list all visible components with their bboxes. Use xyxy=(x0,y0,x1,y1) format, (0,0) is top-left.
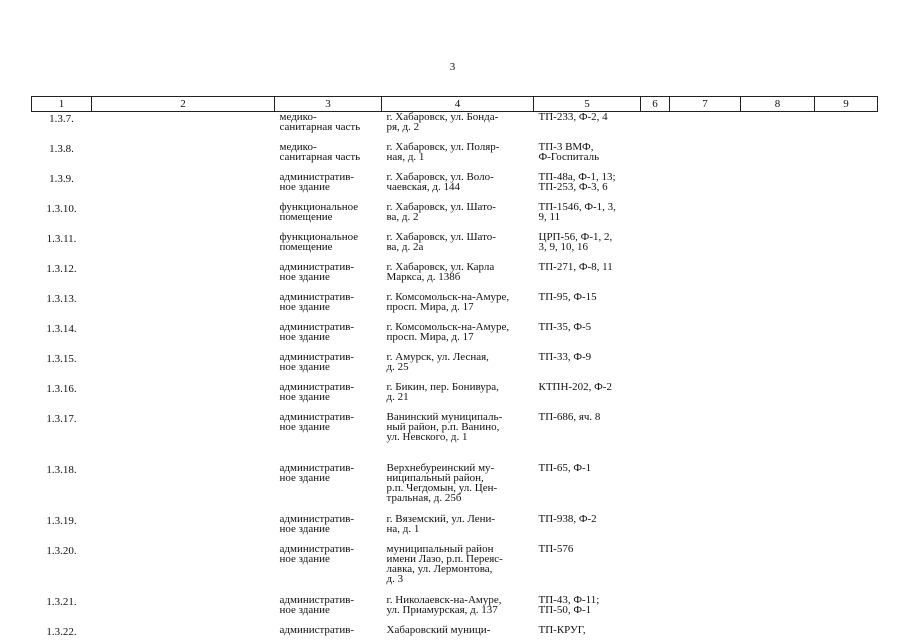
facility-type-line: ное здание xyxy=(279,553,330,565)
facility-type-line: помещение xyxy=(279,211,333,223)
col6-cell xyxy=(641,112,670,143)
header-cell-5: 5 xyxy=(534,97,641,112)
col6-cell xyxy=(641,382,670,412)
power-source-cell xyxy=(534,292,641,322)
facility-type-cell xyxy=(275,232,382,262)
row-number-cell: 1.3.17. xyxy=(46,413,77,425)
facilities-table xyxy=(31,96,878,637)
facility-type-line: административ- xyxy=(279,321,355,333)
facility-type-line: ное здание xyxy=(279,421,330,433)
col9-cell xyxy=(815,322,878,352)
row-number-cell: 1.3.10. xyxy=(46,203,77,215)
power-source-cell xyxy=(534,412,641,463)
col7-cell xyxy=(670,322,741,352)
address-line: лавка, ул. Лермонтова, xyxy=(386,563,493,575)
power-source-cell xyxy=(534,322,641,352)
col6-cell xyxy=(641,463,670,514)
col7-cell xyxy=(670,142,741,172)
power-source-cell xyxy=(534,232,641,262)
power-source-line: ЦРП-56, Ф-1, 2, xyxy=(538,231,613,243)
address-cell xyxy=(382,412,534,463)
col7-cell xyxy=(670,544,741,595)
facility-type-line: помещение xyxy=(279,241,333,253)
facility-type-line: ное здание xyxy=(279,301,330,313)
header-cell-6: 6 xyxy=(641,97,670,112)
name-cell xyxy=(92,172,275,202)
row-number-cell: 1.3.12. xyxy=(46,263,77,275)
name-cell xyxy=(92,463,275,514)
address-line: г. Бикин, пер. Бонивура, xyxy=(386,381,499,393)
name-cell xyxy=(92,262,275,292)
facility-type-cell xyxy=(275,202,382,232)
col8-cell xyxy=(741,463,815,514)
power-source-line: Ф-Госпиталь xyxy=(538,151,600,163)
address-line: г. Николаевск-на-Амуре, xyxy=(386,594,502,606)
address-line: р.п. Чегдомын, ул. Цен- xyxy=(386,482,498,494)
facility-type-cell xyxy=(275,595,382,625)
address-line: ул. Невского, д. 1 xyxy=(386,431,468,443)
address-line: д. 21 xyxy=(386,391,409,403)
facility-type-cell xyxy=(275,322,382,352)
col6-cell xyxy=(641,202,670,232)
col7-cell xyxy=(670,382,741,412)
address-cell xyxy=(382,595,534,625)
table-row xyxy=(32,514,878,544)
address-cell xyxy=(382,382,534,412)
address-line: ва, д. 2а xyxy=(386,241,424,253)
col9-cell xyxy=(815,463,878,514)
col9-cell xyxy=(815,292,878,322)
power-source-cell xyxy=(534,382,641,412)
name-cell xyxy=(92,142,275,172)
col8-cell xyxy=(741,544,815,595)
row-number-cell: 1.3.15. xyxy=(46,353,77,365)
power-source-cell xyxy=(534,544,641,595)
col6-cell xyxy=(641,232,670,262)
power-source-line: ТП-253, Ф-3, 6 xyxy=(538,181,608,193)
name-cell xyxy=(92,625,275,637)
col6-cell xyxy=(641,142,670,172)
facility-type-line: ное здание xyxy=(279,523,330,535)
address-line: г. Комсомольск-на-Амуре, xyxy=(386,321,510,333)
col9-cell xyxy=(815,232,878,262)
address-line: ря, д. 2 xyxy=(386,121,420,133)
facility-type-line: административ- xyxy=(279,171,355,183)
address-line: г. Комсомольск-на-Амуре, xyxy=(386,291,510,303)
col8-cell xyxy=(741,352,815,382)
row-number-cell: 1.3.8. xyxy=(49,143,74,155)
facility-type-line: медико- xyxy=(279,111,317,123)
table-row xyxy=(32,463,878,514)
power-source-line: ТП-686, яч. 8 xyxy=(538,411,601,423)
col9-cell xyxy=(815,352,878,382)
address-line: просп. Мира, д. 17 xyxy=(386,301,474,313)
address-line: г. Амурск, ул. Лесная, xyxy=(386,351,489,363)
address-cell xyxy=(382,463,534,514)
col7-cell xyxy=(670,514,741,544)
col9-cell xyxy=(815,142,878,172)
power-source-line: ТП-48а, Ф-1, 13; xyxy=(538,171,616,183)
address-line: ниципальный район, xyxy=(386,472,484,484)
col7-cell xyxy=(670,202,741,232)
col6-cell xyxy=(641,595,670,625)
col6-cell xyxy=(641,544,670,595)
address-cell xyxy=(382,112,534,143)
row-number-cell: 1.3.18. xyxy=(46,464,77,476)
power-source-cell xyxy=(534,463,641,514)
facility-type-line: административ- xyxy=(279,411,355,423)
facility-type-line: административ- xyxy=(279,291,355,303)
facility-type-cell xyxy=(275,172,382,202)
power-source-line: КТПН-202, Ф-2 xyxy=(538,381,612,393)
col7-cell xyxy=(670,232,741,262)
row-number-cell: 1.3.11. xyxy=(46,233,77,245)
name-cell xyxy=(92,322,275,352)
table-row xyxy=(32,292,878,322)
row-number-cell: 1.3.22. xyxy=(46,626,77,638)
address-cell xyxy=(382,625,534,637)
power-source-line: ТП-50, Ф-1 xyxy=(538,604,592,616)
address-cell xyxy=(382,172,534,202)
address-cell xyxy=(382,232,534,262)
address-cell xyxy=(382,514,534,544)
header-cell-8: 8 xyxy=(741,97,815,112)
power-source-line: ТП-65, Ф-1 xyxy=(538,462,592,474)
facility-type-line: административ- xyxy=(279,543,355,555)
name-cell xyxy=(92,544,275,595)
facility-type-cell xyxy=(275,412,382,463)
address-line: г. Хабаровск, ул. Поляр- xyxy=(386,141,500,153)
row-number-cell: 1.3.20. xyxy=(46,545,77,557)
page-number: 3 xyxy=(449,61,456,73)
table-row xyxy=(32,595,878,625)
facility-type-line: административ- xyxy=(279,381,355,393)
facility-type-line: ное здание xyxy=(279,391,330,403)
row-number-cell: 1.3.13. xyxy=(46,293,77,305)
address-line: муниципальный район xyxy=(386,543,494,555)
power-source-cell xyxy=(534,172,641,202)
power-source-cell xyxy=(534,112,641,143)
address-cell xyxy=(382,262,534,292)
power-source-line: ТП-233, Ф-2, 4 xyxy=(538,111,608,123)
address-cell xyxy=(382,322,534,352)
address-line: ная, д. 1 xyxy=(386,151,425,163)
header-cell-2: 2 xyxy=(92,97,275,112)
col7-cell xyxy=(670,352,741,382)
table-row xyxy=(32,412,878,463)
facility-type-line: функциональное xyxy=(279,231,359,243)
power-source-cell xyxy=(534,202,641,232)
power-source-line: ТП-95, Ф-15 xyxy=(538,291,597,303)
col8-cell xyxy=(741,142,815,172)
power-source-line: ТП-576 xyxy=(538,543,574,555)
name-cell xyxy=(92,595,275,625)
header-cell-3: 3 xyxy=(275,97,382,112)
col6-cell xyxy=(641,352,670,382)
address-line: Верхнебуреинский му- xyxy=(386,462,495,474)
address-line: имени Лазо, р.п. Переяс- xyxy=(386,553,503,565)
name-cell xyxy=(92,292,275,322)
address-line: Хабаровский муници- xyxy=(386,624,491,636)
col8-cell xyxy=(741,112,815,143)
row-number-cell: 1.3.9. xyxy=(49,173,74,185)
facility-type-cell xyxy=(275,463,382,514)
facility-type-cell xyxy=(275,352,382,382)
col6-cell xyxy=(641,412,670,463)
power-source-line: ТП-43, Ф-11; xyxy=(538,594,600,606)
address-line: просп. Мира, д. 17 xyxy=(386,331,474,343)
facility-type-line: функциональное xyxy=(279,201,359,213)
address-line: г. Хабаровск, ул. Шато- xyxy=(386,201,496,213)
col9-cell xyxy=(815,412,878,463)
power-source-cell xyxy=(534,595,641,625)
power-source-line: ТП-35, Ф-5 xyxy=(538,321,592,333)
address-line: Маркса, д. 138б xyxy=(386,271,461,283)
col9-cell xyxy=(815,112,878,143)
facility-type-line: медико- xyxy=(279,141,317,153)
col9-cell xyxy=(815,514,878,544)
table-row xyxy=(32,625,878,637)
col6-cell xyxy=(641,625,670,637)
address-cell xyxy=(382,352,534,382)
col6-cell xyxy=(641,262,670,292)
col7-cell xyxy=(670,595,741,625)
power-source-cell xyxy=(534,514,641,544)
facility-type-cell xyxy=(275,382,382,412)
table-row xyxy=(32,262,878,292)
header-row xyxy=(32,97,878,112)
name-cell xyxy=(92,412,275,463)
power-source-cell xyxy=(534,142,641,172)
facility-type-cell xyxy=(275,112,382,143)
col6-cell xyxy=(641,292,670,322)
address-cell xyxy=(382,544,534,595)
power-source-line: 3, 9, 10, 16 xyxy=(538,241,588,253)
col9-cell xyxy=(815,595,878,625)
facility-type-cell xyxy=(275,262,382,292)
facility-type-line: ное здание xyxy=(279,181,330,193)
name-cell xyxy=(92,112,275,143)
col8-cell xyxy=(741,172,815,202)
facility-type-cell xyxy=(275,142,382,172)
address-line: д. 25 xyxy=(386,361,409,373)
col8-cell xyxy=(741,202,815,232)
facility-type-line: административ- xyxy=(279,462,355,474)
address-line: г. Хабаровск, ул. Бонда- xyxy=(386,111,499,123)
table-row xyxy=(32,172,878,202)
address-line: г. Вяземский, ул. Лени- xyxy=(386,513,496,525)
col7-cell xyxy=(670,625,741,637)
col9-cell xyxy=(815,625,878,637)
table-body xyxy=(32,112,878,638)
facility-type-line: ное здание xyxy=(279,472,330,484)
address-line: чаевская, д. 144 xyxy=(386,181,461,193)
name-cell xyxy=(92,514,275,544)
col6-cell xyxy=(641,172,670,202)
power-source-line: ТП-271, Ф-8, 11 xyxy=(538,261,613,273)
col8-cell xyxy=(741,382,815,412)
col8-cell xyxy=(741,262,815,292)
table-row xyxy=(32,322,878,352)
power-source-line: ТП-КРУГ, xyxy=(538,624,586,636)
table-row xyxy=(32,112,878,143)
col6-cell xyxy=(641,322,670,352)
col9-cell xyxy=(815,172,878,202)
power-source-cell xyxy=(534,352,641,382)
facility-type-line: административ- xyxy=(279,513,355,525)
address-line: ный район, р.п. Ванино, xyxy=(386,421,500,433)
facility-type-line: санитарная часть xyxy=(279,151,361,163)
facility-type-cell xyxy=(275,292,382,322)
name-cell xyxy=(92,352,275,382)
col8-cell xyxy=(741,514,815,544)
facility-type-cell xyxy=(275,514,382,544)
address-cell xyxy=(382,142,534,172)
col8-cell xyxy=(741,625,815,637)
row-number-cell: 1.3.19. xyxy=(46,515,77,527)
facility-type-line: ное здание xyxy=(279,604,330,616)
facility-type-line: ное здание xyxy=(279,271,330,283)
header-cell-1: 1 xyxy=(32,97,92,112)
power-source-line: ТП-33, Ф-9 xyxy=(538,351,592,363)
col8-cell xyxy=(741,412,815,463)
col9-cell xyxy=(815,544,878,595)
address-line: д. 3 xyxy=(386,573,404,585)
address-line: ул. Приамурская, д. 137 xyxy=(386,604,498,616)
col7-cell xyxy=(670,112,741,143)
table-row xyxy=(32,142,878,172)
table-row xyxy=(32,382,878,412)
power-source-line: ТП-3 ВМФ, xyxy=(538,141,594,153)
row-number-cell: 1.3.7. xyxy=(49,113,74,125)
power-source-cell xyxy=(534,262,641,292)
header-cell-9: 9 xyxy=(815,97,878,112)
row-number-cell: 1.3.16. xyxy=(46,383,77,395)
address-line: Ванинский муниципаль- xyxy=(386,411,503,423)
address-cell xyxy=(382,292,534,322)
address-line: г. Хабаровск, ул. Шато- xyxy=(386,231,496,243)
col8-cell xyxy=(741,232,815,262)
row-number-cell: 1.3.14. xyxy=(46,323,77,335)
address-line: тральная, д. 25б xyxy=(386,492,462,504)
col9-cell xyxy=(815,382,878,412)
table-row xyxy=(32,202,878,232)
facility-type-line: административ- xyxy=(279,624,355,636)
facility-type-cell xyxy=(275,544,382,595)
facility-type-cell xyxy=(275,625,382,637)
power-source-cell xyxy=(534,625,641,637)
header-cell-4: 4 xyxy=(382,97,534,112)
col7-cell xyxy=(670,172,741,202)
table-row xyxy=(32,544,878,595)
power-source-line: 9, 11 xyxy=(538,211,561,223)
facility-type-line: ное здание xyxy=(279,331,330,343)
power-source-line: ТП-938, Ф-2 xyxy=(538,513,597,525)
col8-cell xyxy=(741,595,815,625)
name-cell xyxy=(92,202,275,232)
table-row xyxy=(32,352,878,382)
address-line: ва, д. 2 xyxy=(386,211,419,223)
facility-type-line: административ- xyxy=(279,594,355,606)
facility-type-line: ное здание xyxy=(279,361,330,373)
table-row xyxy=(32,232,878,262)
address-line: на, д. 1 xyxy=(386,523,420,535)
col6-cell xyxy=(641,514,670,544)
name-cell xyxy=(92,382,275,412)
col9-cell xyxy=(815,262,878,292)
address-cell xyxy=(382,202,534,232)
power-source-line: ТП-1546, Ф-1, 3, xyxy=(538,201,616,213)
col9-cell xyxy=(815,202,878,232)
col7-cell xyxy=(670,292,741,322)
col7-cell xyxy=(670,262,741,292)
col8-cell xyxy=(741,292,815,322)
facility-type-line: административ- xyxy=(279,261,355,273)
facility-type-line: санитарная часть xyxy=(279,121,361,133)
facility-type-line: административ- xyxy=(279,351,355,363)
col7-cell xyxy=(670,463,741,514)
col8-cell xyxy=(741,322,815,352)
address-line: г. Хабаровск, ул. Карла xyxy=(386,261,495,273)
col7-cell xyxy=(670,412,741,463)
name-cell xyxy=(92,232,275,262)
address-line: г. Хабаровск, ул. Воло- xyxy=(386,171,494,183)
row-number-cell: 1.3.21. xyxy=(46,596,77,608)
header-cell-7: 7 xyxy=(670,97,741,112)
